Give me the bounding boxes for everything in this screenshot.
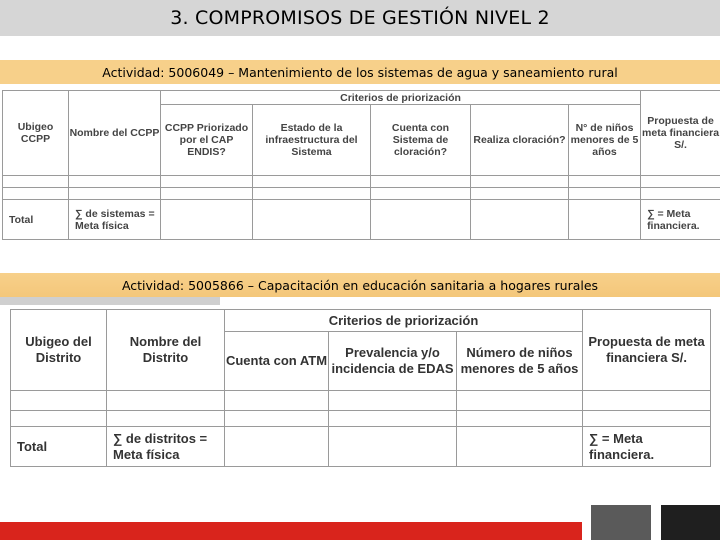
total-row: [3, 200, 720, 240]
total-meta-fisica: ∑ de distritos = Meta física: [107, 427, 225, 467]
header-ccpp-priorizado: CCPP Priorizado por el CAP ENDIS?: [161, 105, 253, 176]
header-ninos-menores: N° de niños menores de 5 años: [569, 105, 641, 176]
activity-1-label: Actividad: 5006049 – Mantenimiento de los sistemas de agua y saneamiento rural: [0, 60, 720, 84]
divider: [0, 297, 220, 305]
header-realiza-cloracion: Realiza cloración?: [471, 105, 569, 176]
header-sistema-cloracion: Cuenta con Sistema de cloración?: [371, 105, 471, 176]
footer-red-bar: [0, 522, 582, 540]
footer-gray-block: [591, 505, 651, 540]
header-ubigeo-ccpp: Ubigeo CCPP: [3, 91, 69, 176]
table-row: [3, 176, 720, 188]
header-ninos-menores: Número de niños menores de 5 años: [457, 332, 583, 391]
header-meta-financiera: Propuesta de meta financiera S/.: [583, 310, 711, 391]
table-row: [11, 411, 711, 427]
activity-1-table: [2, 90, 720, 240]
table-row: [11, 391, 711, 411]
total-label: Total: [11, 427, 107, 467]
header-prevalencia-edas: Prevalencia y/o incidencia de EDAS: [329, 332, 457, 391]
title-bar: [0, 0, 720, 36]
activity-2-label: Actividad: 5005866 – Capacitación en educación sanitaria a hogares rurales: [0, 273, 720, 297]
header-cuenta-atm: Cuenta con ATM: [225, 332, 329, 391]
total-meta-fisica: ∑ de sistemas = Meta física: [69, 200, 161, 240]
total-row: [11, 427, 711, 467]
header-meta-financiera: Propuesta de meta financiera S/.: [641, 91, 720, 176]
criteria-header: Criterios de priorización: [225, 310, 583, 332]
header-ubigeo-distrito: Ubigeo del Distrito: [11, 310, 107, 391]
table-row: [3, 188, 720, 200]
total-meta-financiera: ∑ = Meta financiera.: [641, 200, 720, 240]
criteria-header: Criterios de priorización: [161, 91, 641, 105]
header-nombre-distrito: Nombre del Distrito: [107, 310, 225, 391]
total-label: Total: [3, 200, 69, 240]
activity-2-table: [10, 309, 711, 467]
page-title: 3. COMPROMISOS DE GESTIÓN NIVEL 2: [170, 7, 550, 29]
header-nombre-ccpp: Nombre del CCPP: [69, 91, 161, 176]
footer-dark-block: [661, 505, 720, 540]
header-estado-infraestructura: Estado de la infraestructura del Sistema: [253, 105, 371, 176]
total-meta-financiera: ∑ = Meta financiera.: [583, 427, 711, 467]
